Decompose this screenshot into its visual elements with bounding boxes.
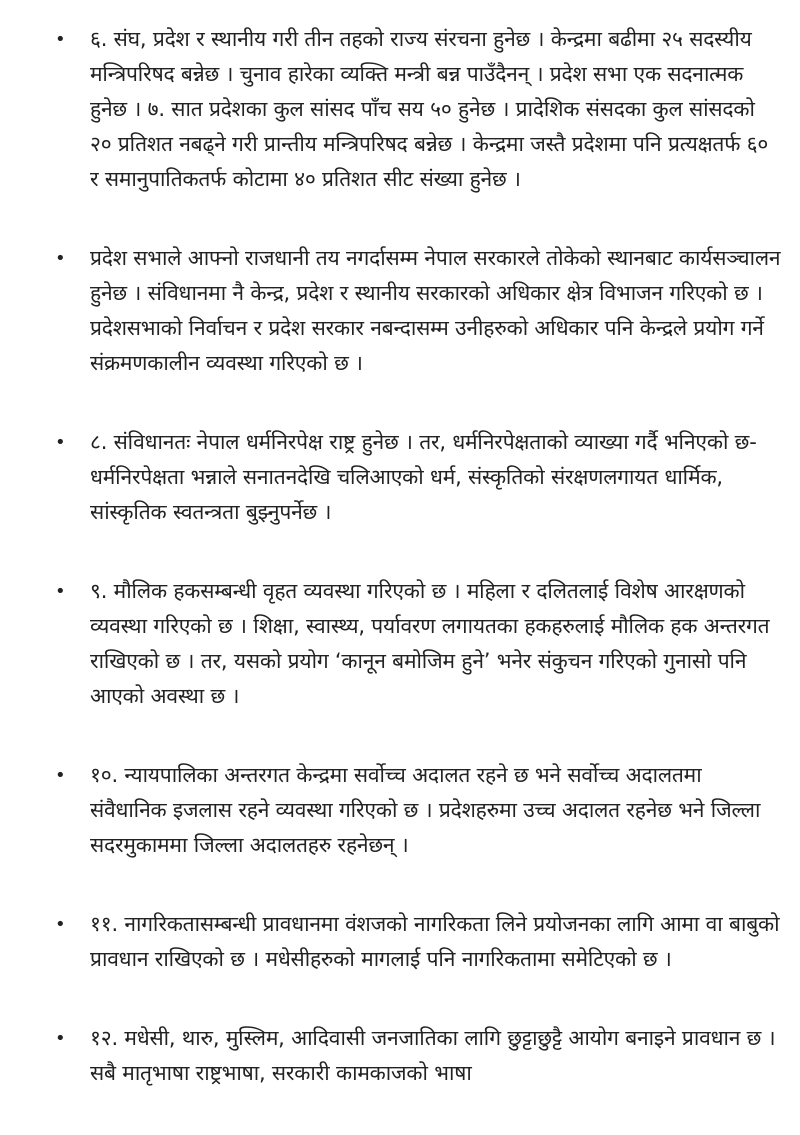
list-item bbox=[0, 241, 800, 381]
bullet-list bbox=[0, 22, 800, 1135]
list-item-text: ९. मौलिक हकसम्बन्धी वृहत व्यवस्था गरिएको छ । महिला र दलितलाई विशेष आरक्षणको व्यवस्था गरिएको छ । शिक्षा, स्वास्थ्य, पर्यावरण लगायतका हकहरुलाई मौलिक हक अन्तरगत राखिएको छ । तर, यसको प्रयोग ‘कानून बमोजिम हुने’ भनेर संकुचन गरिएको गुनासो पनि आएको अवस्था छ । bbox=[90, 579, 770, 708]
list-item-text: १०. न्यायपालिका अन्तरगत केन्द्रमा सर्वोच्च अदालत रहने छ भने सर्वोच्च अदालतमा संवैधानिक इजलास रहने व्यवस्था गरिएको छ । प्रदेशहरुमा उच्च अदालत रहनेछ भने जिल्ला सदरमुकाममा जिल्ला अदालतहरु रहनेछन् । bbox=[90, 763, 761, 857]
bullet-icon: • bbox=[55, 581, 66, 602]
list-item-text: ११. नागरिकतासम्बन्धी प्रावधानमा वंशजको नागरिकता लिने प्रयोजनका लागि आमा वा बाबुको प्रावधान राखिएको छ । मधेसीहरुको मागलाई पनि नागरिकतामा समेटिएको छ । bbox=[90, 912, 780, 971]
list-item bbox=[0, 22, 800, 197]
list-item-text: प्रदेश सभाले आफ्नो राजधानी तय नगर्दासम्म नेपाल सरकारले तोकेको स्थानबाट कार्यसञ्चालन हुनेछ । संविधानमा नै केन्द्र, प्रदेश र स्थानीय सरकारको अधिकार क्षेत्र विभाजन गरिएको छ । प्रदेशसभाको निर्वाचन र प्रदेश सरकार नबन्दासम्म उनीहरुको अधिकार पनि केन्द्रले प्रयोग गर्ने संक्रमणकालीन व्यवस्था गरिएको छ । bbox=[90, 246, 781, 375]
bullet-icon: • bbox=[55, 29, 66, 50]
bullet-icon: • bbox=[55, 248, 66, 269]
list-item bbox=[0, 758, 800, 863]
bullet-icon: • bbox=[55, 432, 66, 453]
list-item bbox=[0, 425, 800, 530]
list-item bbox=[0, 907, 800, 977]
list-item-text: ८. संविधानतः नेपाल धर्मनिरपेक्ष राष्ट्र हुनेछ । तर, धर्मनिरपेक्षताको व्याख्या गर्दै भनिएको छ- धर्मनिरपेक्षता भन्नाले सनातनदेखि चलिआएको धर्म, संस्कृतिको संरक्षणलगायत धार्मिक, सांस्कृतिक स्वतन्त्रता बुझ्नुपर्नेछ । bbox=[90, 430, 757, 524]
bullet-icon: • bbox=[55, 914, 66, 935]
bullet-icon: • bbox=[55, 765, 66, 786]
list-item-text: १२. मधेसी, थारु, मुस्लिम, आदिवासी जनजातिका लागि छुट्टाछुट्टै आयोग बनाइने प्रावधान छ । सबै मातृभाषा राष्ट्रभाषा, सरकारी कामकाजको भाषा bbox=[90, 1026, 776, 1085]
list-item bbox=[0, 574, 800, 714]
list-item-text: ६. संघ, प्रदेश र स्थानीय गरी तीन तहको राज्य संरचना हुनेछ । केन्द्रमा बढीमा २५ सदस्यीय मन्त्रिपरिषद बन्नेछ । चुनाव हारेका व्यक्ति मन्त्री बन्न पाउँदैनन् । प्रदेश सभा एक सदनात्मक हुनेछ । ७. सात प्रदेशका कुल सांसद पाँच सय ५० हुनेछ । प्रादेशिक संसदका कुल सांसदको २० प्रतिशत नबढ्ने गरी प्रान्तीय मन्त्रिपरिषद बन्नेछ । केन्द्रमा जस्तै प्रदेशमा पनि प्रत्यक्षतर्फ ६० र समानुपातिकतर्फ कोटामा ४० प्रतिशत सीट संख्या हुनेछ । bbox=[90, 27, 769, 191]
list-item bbox=[0, 1021, 800, 1091]
bullet-icon: • bbox=[55, 1028, 66, 1049]
